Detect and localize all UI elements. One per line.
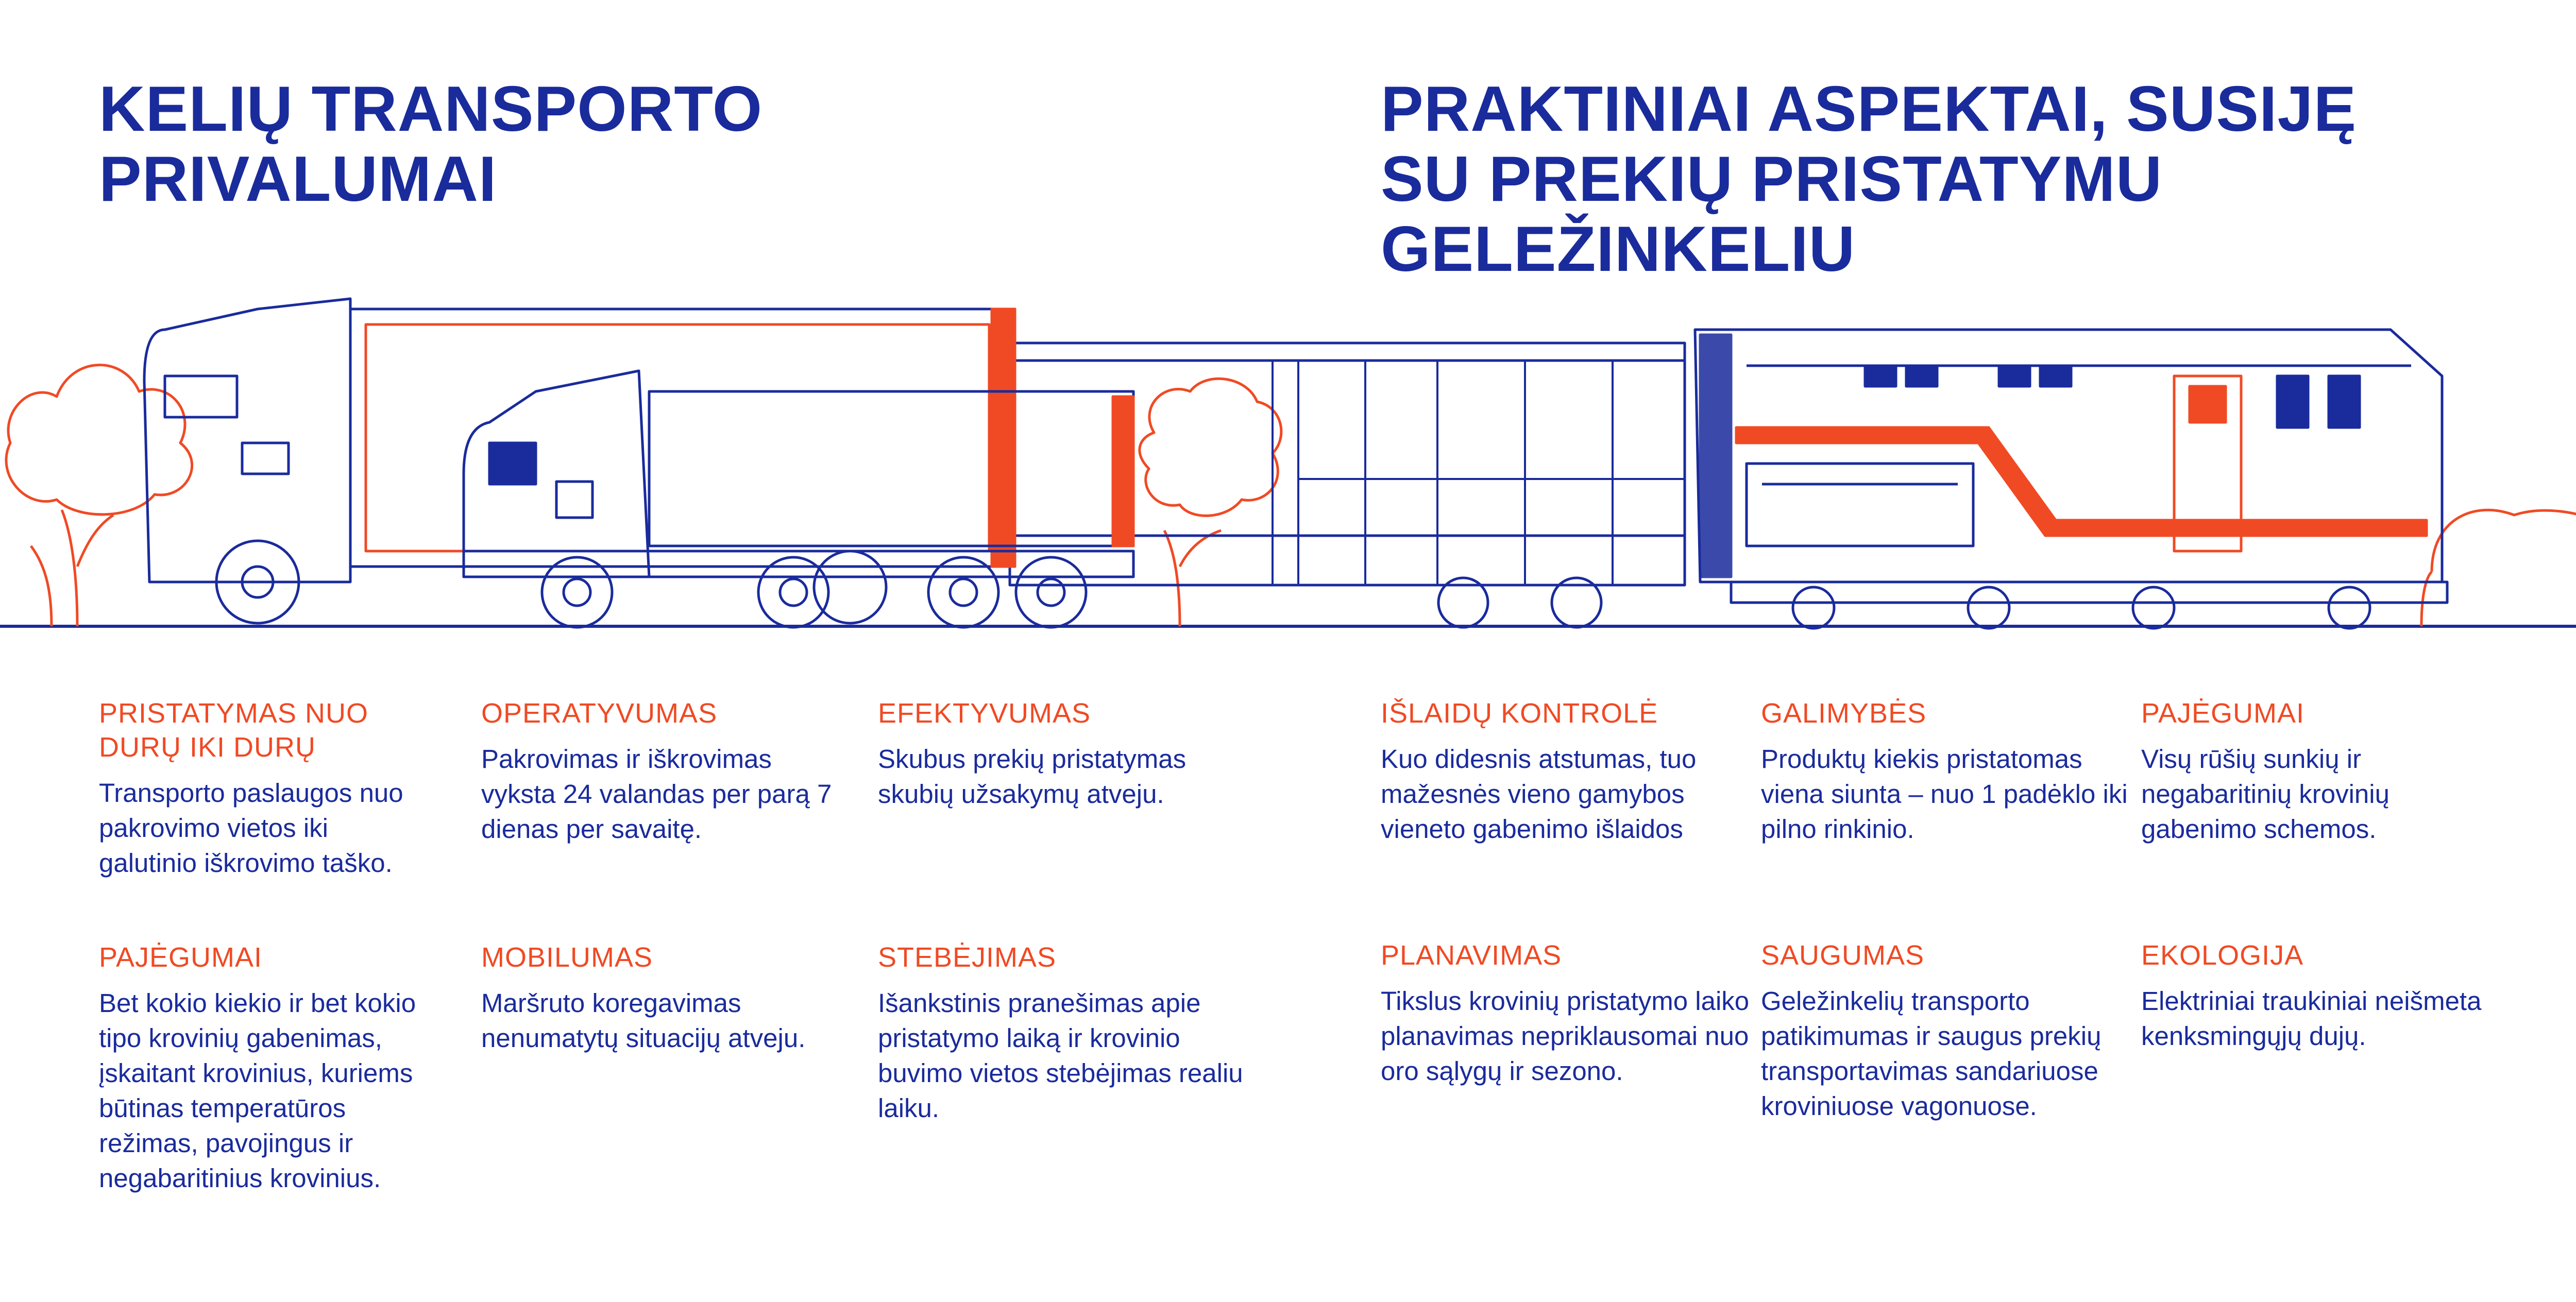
transport-illustration [0,288,2576,644]
item-heading: SAUGUMAS [1761,940,1925,971]
advantage-item [99,696,429,881]
item-heading: PRISTATYMAS NUO DURŲ IKI DURŲ [99,698,369,763]
item-heading: MOBILUMAS [481,942,653,973]
item-heading: EFEKTYVUMAS [878,698,1091,729]
advantage-item [481,940,852,1056]
aspect-item [1761,938,2132,1124]
item-text: Elektriniai traukiniai neišmeta kenksmingųjų dujų. [2141,986,2482,1051]
item-heading: PAJĖGUMAI [99,942,263,973]
aspect-item [2141,696,2512,847]
truck-icon [464,371,1133,627]
item-heading: PAJĖGUMAI [2141,698,2305,729]
title-right: PRAKTINIAI ASPEKTAI, SUSIJĘ SU PREKIŲ PRISTATYMU GELEŽINKELIU [1381,74,2357,285]
item-heading: EKOLOGIJA [2141,940,2304,971]
item-text: Bet kokio kiekio ir bet kokio tipo krovinių gabenimas, įskaitant krovinius, kuriems būtinas temperatūros režimas, pavojingus ir negabaritinius krovinius. [99,988,416,1193]
advantage-item [878,696,1249,812]
tree-icon [2421,510,2576,626]
aspect-item [1761,696,2132,847]
item-text: Transporto paslaugos nuo pakrovimo vietos iki galutinio iškrovimo taško. [99,778,403,878]
item-heading: OPERATYVUMAS [481,698,718,729]
item-text: Pakrovimas ir iškrovimas vyksta 24 valandas per parą 7 dienas per savaitę. [481,744,832,844]
item-text: Kuo didesnis atstumas, tuo mažesnės vieno gamybos vieneto gabenimo išlaidos [1381,744,1697,844]
item-text: Visų rūšių sunkių ir negabaritinių krovinių gabenimo schemos. [2141,744,2389,844]
item-heading: PLANAVIMAS [1381,940,1562,971]
advantage-item [878,940,1249,1126]
tree-icon [1140,379,1281,626]
truck-icon [144,299,1015,623]
item-heading: IŠLAIDŲ KONTROLĖ [1381,698,1658,729]
aspect-item [1381,696,1752,847]
item-text: Geležinkelių transporto patikimumas ir saugus prekių transportavimas sandariuose kroviniuose vagonuose. [1761,986,2102,1121]
advantage-item [99,940,449,1196]
freight-wagon-icon [1010,343,1685,627]
item-text: Skubus prekių pristatymas skubių užsakymų atveju. [878,744,1187,809]
item-heading: GALIMYBĖS [1761,698,1927,729]
item-heading: STEBĖJIMAS [878,942,1057,973]
item-text: Produktų kiekis pristatomas viena siunta – nuo 1 padėklo iki pilno rinkinio. [1761,744,2128,844]
item-text: Maršruto koregavimas nenumatytų situacijų atveju. [481,988,806,1053]
locomotive-icon [1695,330,2447,628]
item-text: Išankstinis pranešimas apie pristatymo laiką ir krovinio buvimo vietos stebėjimas realiu laiku. [878,988,1243,1123]
aspect-item [1381,938,1752,1089]
aspect-item [2141,938,2512,1054]
advantage-item [481,696,852,847]
item-text: Tikslus krovinių pristatymo laiko planavimas nepriklausomai nuo oro sąlygų ir sezono. [1381,986,1750,1086]
title-left: KELIŲ TRANSPORTO PRIVALUMAI [99,74,763,215]
